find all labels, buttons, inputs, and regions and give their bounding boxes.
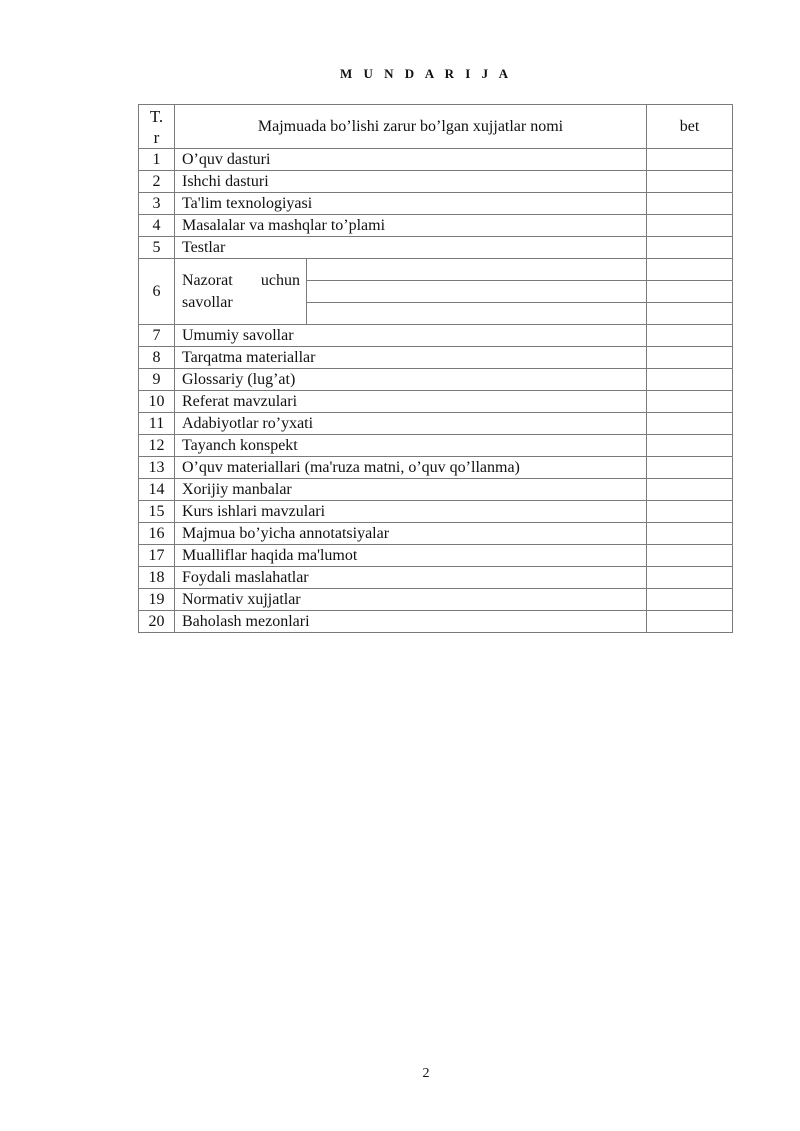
table-header-row [139, 105, 733, 149]
table-row [139, 457, 733, 479]
row-page [647, 435, 733, 457]
row-page [647, 457, 733, 479]
table-row [139, 325, 733, 347]
row-page [647, 501, 733, 523]
table-row [139, 215, 733, 237]
row-number: 17 [139, 545, 175, 567]
table-row [139, 435, 733, 457]
row-number: 15 [139, 501, 175, 523]
row-document-name: Tayanch konspekt [175, 435, 647, 457]
row-number: 14 [139, 479, 175, 501]
row-page [647, 281, 733, 303]
table-row [139, 391, 733, 413]
table-row [139, 347, 733, 369]
row-number: 20 [139, 611, 175, 633]
row-document-name: Masalalar va mashqlar to’plami [175, 215, 647, 237]
row-document-name: Umumiy savollar [175, 325, 647, 347]
row-number: 8 [139, 347, 175, 369]
row-page [647, 325, 733, 347]
header-number: T. r [139, 105, 175, 149]
contents-table-body [139, 105, 733, 633]
row-page [647, 215, 733, 237]
row-number: 4 [139, 215, 175, 237]
table-row [139, 413, 733, 435]
table-row [139, 193, 733, 215]
row-page [647, 611, 733, 633]
row-document-name: Glossariy (lug’at) [175, 369, 647, 391]
row-number: 9 [139, 369, 175, 391]
row-page [647, 589, 733, 611]
row-page [647, 369, 733, 391]
table-row [139, 369, 733, 391]
row-number: 2 [139, 171, 175, 193]
row-document-name: Normativ xujjatlar [175, 589, 647, 611]
row-page [647, 193, 733, 215]
row-number: 10 [139, 391, 175, 413]
table-row [139, 611, 733, 633]
row-document-name: Foydali maslahatlar [175, 567, 647, 589]
row-number: 12 [139, 435, 175, 457]
row-number: 7 [139, 325, 175, 347]
table-row [139, 523, 733, 545]
row-document-name: Testlar [175, 237, 647, 259]
row-page [647, 523, 733, 545]
row-number: 1 [139, 149, 175, 171]
page-number: 2 [422, 1066, 430, 1081]
table-row [139, 589, 733, 611]
row-page [647, 171, 733, 193]
header-document-name: Majmuada bo’lishi zarur bo’lgan xujjatlar nomi [175, 105, 647, 149]
row6-sub-item [307, 303, 647, 325]
row-number: 5 [139, 237, 175, 259]
row-page [647, 149, 733, 171]
row-document-name: Nazorat uchun savollar [175, 259, 307, 325]
table-row [139, 501, 733, 523]
row-document-name: Xorijiy manbalar [175, 479, 647, 501]
row-document-name: O’quv materiallari (ma'ruza matni, o’quv qo’llanma) [175, 457, 647, 479]
table-row [139, 149, 733, 171]
table-row-control-questions [139, 259, 733, 281]
row-number: 11 [139, 413, 175, 435]
header-page: bet [647, 105, 733, 149]
contents-table [138, 104, 733, 633]
row-page [647, 567, 733, 589]
row-document-name: Ishchi dasturi [175, 171, 647, 193]
page-title: M U N D A R I J A [339, 66, 512, 81]
row-page [647, 259, 733, 281]
row-page [647, 237, 733, 259]
row-document-name: Mualliflar haqida ma'lumot [175, 545, 647, 567]
row-page [647, 413, 733, 435]
row6-sub-item [307, 259, 647, 281]
row-number: 3 [139, 193, 175, 215]
row-number: 6 [139, 259, 175, 325]
table-row [139, 171, 733, 193]
row-document-name: Ta'lim texnologiyasi [175, 193, 647, 215]
table-row [139, 545, 733, 567]
row-document-name: Baholash mezonlari [175, 611, 647, 633]
row-document-name: O’quv dasturi [175, 149, 647, 171]
table-row [139, 237, 733, 259]
row-document-name: Adabiyotlar ro’yxati [175, 413, 647, 435]
table-row [139, 479, 733, 501]
row-document-name: Majmua bo’yicha annotatsiyalar [175, 523, 647, 545]
row-number: 13 [139, 457, 175, 479]
row-document-name: Kurs ishlari mavzulari [175, 501, 647, 523]
row6-sub-item [307, 281, 647, 303]
row-page [647, 391, 733, 413]
row-page [647, 347, 733, 369]
row-number: 19 [139, 589, 175, 611]
row-page [647, 479, 733, 501]
row-document-name: Referat mavzulari [175, 391, 647, 413]
row-number: 18 [139, 567, 175, 589]
row-number: 16 [139, 523, 175, 545]
row-page [647, 303, 733, 325]
row-page [647, 545, 733, 567]
table-row [139, 567, 733, 589]
row-document-name: Tarqatma materiallar [175, 347, 647, 369]
